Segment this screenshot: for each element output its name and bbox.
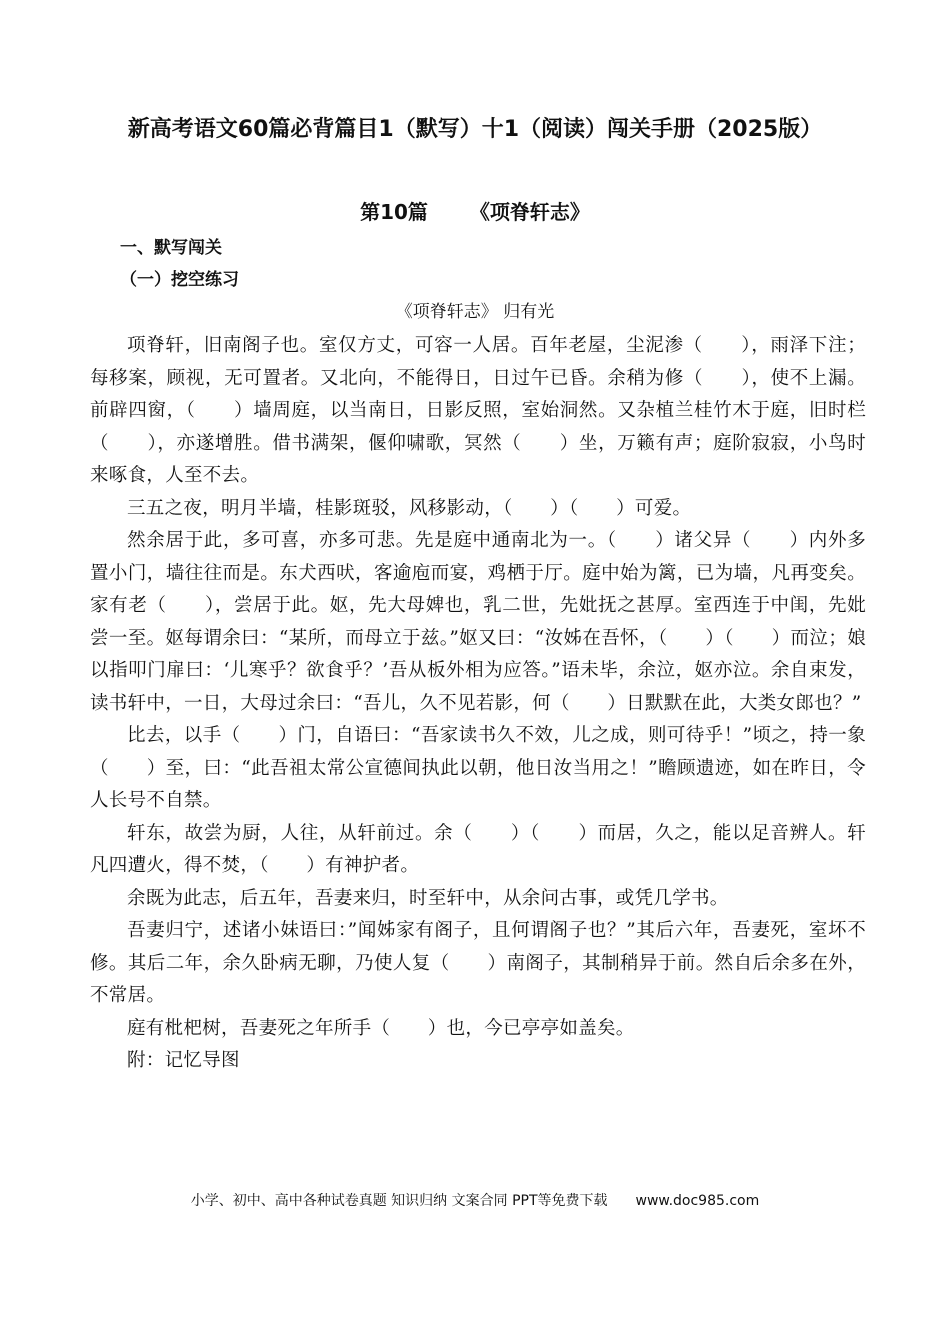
footer-url[interactable]: www.doc985.com <box>635 1193 760 1209</box>
paragraph: 项脊轩，旧南阁子也。室仅方丈，可容一人居。百年老屋，尘泥渗（ ），雨泽下注；每移案，顾视，无可置者。又北向，不能得日，日过午已昏。余稍为修（ ），使不上漏。前辟四窗，（ ）墙周庭，以当南日，日影反照，室始洞然。又杂植兰桂竹木于庭，旧时栏（ ），亦遂增胜。借书满架，偃仰啸歌，冥然（ ）坐，万籁有声；庭阶寂寂，小鸟时来啄食，人至不去。 <box>90 335 866 486</box>
paragraph: 三五之夜，明月半墙，桂影斑驳，风移影动，（ ）（ ）可爱。 <box>127 497 692 519</box>
document-title: 新高考语文60篇必背篇目1（默写）十1（阅读）闯关手册（2025版） <box>127 117 823 142</box>
section-heading-dictation: 一、默写闯关 <box>120 238 222 258</box>
chapter-number: 第10篇 <box>360 200 428 224</box>
paragraph: 比去，以手（ ）门，自语曰：“吾家读书久不效，儿之成，则可待乎！”顷之，持一象（ ）至，曰：“此吾祖太常公宣德间执此以朝，他日汝当用之！”瞻顾遗迹，如在昨日，令人长号不自禁。 <box>90 725 866 811</box>
chapter-heading <box>90 196 860 228</box>
essay-body <box>90 330 866 1078</box>
paragraph: 余既为此志，后五年，吾妻来归，时至轩中，从余问古事，或凭几学书。 <box>127 887 729 909</box>
paragraph: 然余居于此，多可喜，亦多可悲。先是庭中通南北为一。（ ）诸父异（ ）内外多置小门，墙往往而是。东犬西吠，客逾庖而宴，鸡栖于厅。庭中始为篱，已为墙，凡再变矣。家有老（ ），尝居于此。妪，先大母婢也，乳二世，先妣抚之甚厚。室西连于中闺，先妣尝一至。妪每谓余曰：“某所，而母立于兹。”妪又曰：“汝姊在吾怀，（ ）（ ）而泣；娘以指叩门扉曰：‘儿寒乎？欲食乎？’吾从板外相为应答。”语未毕，余泣，妪亦泣。余自束发，读书轩中，一日，大母过余曰：“吾儿，久不见若影，何（ ）日默默在此，大类女郎也？” <box>90 530 866 714</box>
subsection-heading-cloze: （一）挖空练习 <box>120 270 239 290</box>
chapter-title: 《项脊轩志》 <box>469 200 590 224</box>
paragraph: 庭有枇杷树，吾妻死之年所手（ ）也，今已亭亭如盖矣。 <box>127 1017 635 1039</box>
footer-text: 小学、初中、高中各种试卷真题 知识归纳 文案合同 PPT等免费下载 <box>190 1193 608 1209</box>
paragraph: 吾妻归宁，述诸小妹语曰：”闻姊家有阁子，且何谓阁子也？”其后六年，吾妻死，室坏不修。其后二年，余久卧病无聊，乃使人复（ ）南阁子，其制稍异于前。然自后余多在外，不常居。 <box>90 920 866 1006</box>
page-footer <box>0 1190 950 1212</box>
essay-heading: 《项脊轩志》 归有光 <box>395 302 555 322</box>
paragraph: 轩东，故尝为厨，人往，从轩前过。余（ ）（ ）而居，久之，能以足音辨人。轩凡四遭火，得不焚，（ ）有神护者。 <box>90 822 866 876</box>
appendix-label: 附：记忆导图 <box>127 1050 240 1071</box>
